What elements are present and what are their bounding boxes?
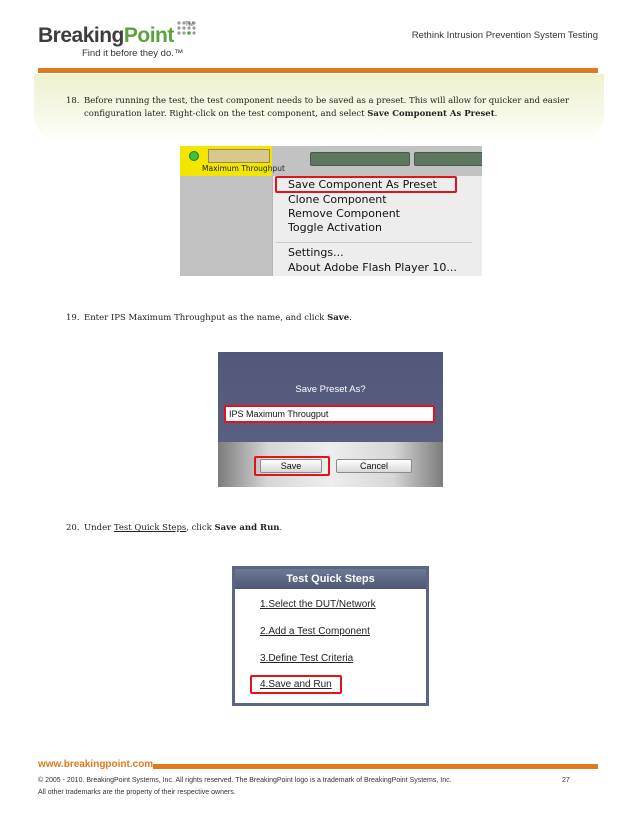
menu-item-settings[interactable]: Settings...	[288, 246, 344, 259]
step-20	[66, 522, 586, 535]
step-text: .	[494, 109, 498, 119]
footer-trademarks: All other trademarks are the property of their respective owners.	[38, 789, 236, 796]
step-emphasis: Save and Run	[214, 523, 280, 533]
save-button[interactable]: Save	[260, 459, 322, 473]
component-slot	[414, 152, 482, 166]
step-emphasis: Save Component As Preset	[367, 109, 495, 119]
menu-item-about-flash[interactable]: About Adobe Flash Player 10...	[288, 261, 457, 274]
quick-step-select-dut[interactable]: 1.Select the DUT/Network	[260, 599, 376, 610]
step-18	[66, 95, 586, 121]
footer-copyright: © 2005 - 2010. BreakingPoint Systems, Inc. All rights reserved. The BreakingPoint logo is a trademark of BreakingPoint Systems, Inc.	[38, 777, 452, 784]
step-link-text: Test Quick Steps	[113, 523, 187, 533]
document-title: Rethink Intrusion Prevention System Testing	[411, 30, 598, 41]
quick-step-add-component[interactable]: 2.Add a Test Component	[260, 626, 370, 637]
quick-step-save-and-run[interactable]: 4.Save and Run	[260, 679, 332, 690]
quick-steps-title: Test Quick Steps	[235, 569, 426, 589]
component-card-icon	[208, 149, 270, 163]
highlight-box	[254, 456, 330, 476]
step-text: , click	[186, 523, 215, 533]
component-slot	[310, 152, 410, 166]
step-19	[66, 312, 586, 325]
step-number: 18.	[66, 96, 80, 106]
dialog-title: Save Preset As?	[295, 384, 366, 395]
logo-part-point: Point	[123, 24, 174, 47]
menu-item-toggle[interactable]: Toggle Activation	[288, 221, 382, 234]
menu-item-save-preset[interactable]: Save Component As Preset	[288, 178, 437, 191]
footer-divider	[153, 764, 598, 769]
test-quick-steps-screenshot	[232, 566, 429, 706]
highlight-box	[250, 675, 342, 694]
step-text: configuration later. Right-click on the test component, and select	[84, 109, 368, 119]
step-text: Under	[84, 523, 114, 533]
menu-item-clone[interactable]: Clone Component	[288, 193, 387, 206]
preset-name-input[interactable]: IPS Maximum Througput	[226, 407, 433, 421]
dialog-top-panel	[218, 352, 443, 442]
save-preset-dialog-screenshot	[218, 352, 443, 487]
step-text: .	[349, 313, 352, 323]
step-emphasis: Save	[327, 313, 350, 323]
logo-trademark: TM	[185, 22, 194, 28]
highlight-box	[224, 405, 435, 423]
context-menu-screenshot	[180, 146, 482, 276]
menu-item-remove[interactable]: Remove Component	[288, 207, 400, 220]
quick-step-define-criteria[interactable]: 3.Define Test Criteria	[260, 653, 354, 664]
menu-separator	[276, 242, 472, 243]
page-number: 27	[562, 777, 570, 784]
highlight-box	[275, 176, 457, 193]
component-label: Maximum Throughput	[202, 164, 285, 173]
quick-steps-panel	[235, 589, 426, 703]
step-text: .	[279, 523, 283, 533]
step-number: 19.	[66, 313, 80, 323]
step-text: Enter IPS Maximum Throughput as the name, and click	[84, 313, 328, 323]
footer-website-link[interactable]: www.breakingpoint.com	[38, 759, 154, 770]
tagline: Find it before they do.™	[82, 48, 184, 59]
step-text: Before running the test, the test component needs to be saved as a preset. This will allow for quicker and easier	[84, 96, 570, 106]
status-led-icon	[189, 151, 199, 161]
logo-part-breaking: Breaking	[38, 24, 124, 47]
header-divider	[38, 68, 598, 73]
cancel-button[interactable]: Cancel	[336, 459, 412, 473]
logo-wordmark	[38, 24, 174, 48]
step-number: 20.	[66, 523, 80, 533]
